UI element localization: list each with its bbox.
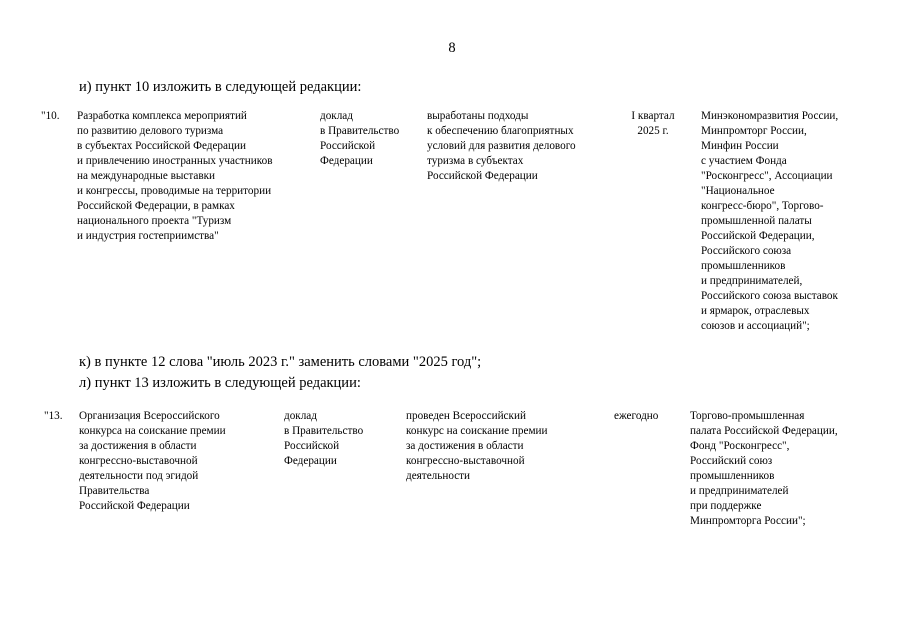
row10-responsible-line: Минпромторг России, (701, 125, 807, 137)
row10-responsible-line: с участием Фонда (701, 155, 787, 167)
row10-responsible (701, 109, 838, 334)
row10-responsible-line: Минфин России (701, 140, 779, 152)
row10-expected-result-line: к обеспечению благоприятных (427, 125, 574, 137)
row13-expected-result-line: деятельности (406, 470, 471, 482)
row10-report-form-line: Российской (320, 140, 376, 152)
page-number: 8 (448, 40, 456, 56)
row10-responsible-line: Российской Федерации, (701, 230, 815, 242)
row10-activity-line: по развитию делового туризма (77, 125, 224, 137)
amendment-k-paragraph: к) в пункте 12 слова "июль 2023 г." заменить словами "2025 год"; (79, 354, 482, 370)
row10-responsible-line: Минэкономразвития России, (701, 110, 839, 122)
row10-report-form-line: Федерации (320, 155, 373, 167)
row10-expected-result-line: условий для развития делового (427, 140, 576, 152)
row10-activity-line: на международные выставки (77, 170, 216, 182)
row10-report-form (320, 109, 399, 169)
row13-number: "13. (44, 410, 63, 422)
row13-report-form-line: Федерации (284, 455, 337, 467)
row10-responsible-line: промышленников (701, 260, 786, 272)
row10-report-form-line: в Правительство (320, 125, 400, 137)
row13-report-form-line: в Правительство (284, 425, 364, 437)
row13-expected-result-line: проведен Всероссийский (406, 410, 526, 422)
row13-responsible-line: и предпринимателей (690, 485, 789, 497)
row13-report-form-line: Российской (284, 440, 340, 452)
row13-expected-result (406, 409, 548, 484)
row13-report-form-line: доклад (284, 410, 317, 422)
row10-deadline-line: I квартал (631, 110, 675, 122)
row10-responsible-line: Российского союза (701, 245, 792, 257)
row10-activity-line: и индустрия гостеприимства" (77, 230, 219, 242)
row13-expected-result-line: конкурс на соискание премии (406, 425, 548, 437)
row13-activity-line: Правительства (79, 485, 150, 497)
row10-responsible-line: союзов и ассоциаций"; (701, 320, 810, 332)
row13-expected-result-line: конгрессно-выставочной (406, 455, 525, 467)
row10-responsible-line: Российского союза выставок (701, 290, 838, 302)
row10-responsible-line: конгресс-бюро", Торгово- (701, 200, 824, 212)
row13-activity-line: Организация Всероссийского (79, 410, 220, 422)
row10-activity-line: Разработка комплекса мероприятий (77, 110, 247, 122)
row13-deadline (614, 409, 658, 424)
row13-activity-line: деятельности под эгидой (79, 470, 199, 482)
row10-activity (77, 109, 273, 244)
row13-report-form (284, 409, 363, 469)
row13-responsible-line: Минпромторга России"; (690, 515, 806, 527)
row13-responsible-line: промышленников (690, 470, 775, 482)
row10-deadline-line: 2025 г. (637, 125, 669, 137)
row10-activity-line: в субъектах Российской Федерации (77, 140, 246, 152)
row13-expected-result-line: за достижения в области (406, 440, 524, 452)
row10-responsible-line: промышленной палаты (701, 215, 812, 227)
row10-expected-result-line: туризма в субъектах (427, 155, 524, 167)
row10-deadline (622, 109, 684, 139)
row13-responsible (690, 409, 838, 529)
row10-responsible-line: "Национальное (701, 185, 775, 197)
row10-activity-line: Российской Федерации, в рамках (77, 200, 235, 212)
row10-responsible-line: "Росконгресс", Ассоциации (701, 170, 833, 182)
row13-deadline-line: ежегодно (614, 410, 659, 422)
amendment-l-paragraph: л) пункт 13 изложить в следующей редакции: (79, 375, 361, 391)
row13-activity-line: за достижения в области (79, 440, 197, 452)
row10-activity-line: и конгрессы, проводимые на территории (77, 185, 272, 197)
row13-activity-line: Российской Федерации (79, 500, 190, 512)
row13-responsible-line: Российский союз (690, 455, 773, 467)
row10-report-form-line: доклад (320, 110, 353, 122)
row10-responsible-line: и ярмарок, отраслевых (701, 305, 810, 317)
amendment-i-paragraph: и) пункт 10 изложить в следующей редакции: (79, 79, 362, 95)
row13-responsible-line: при поддержке (690, 500, 762, 512)
row13-activity (79, 409, 226, 514)
row10-activity-line: национального проекта "Туризм (77, 215, 232, 227)
row10-expected-result-line: Российской Федерации (427, 170, 538, 182)
row13-responsible-line: Фонд "Росконгресс", (690, 440, 790, 452)
row13-responsible-line: Торгово-промышленная (690, 410, 805, 422)
row10-activity-line: и привлечению иностранных участников (77, 155, 273, 167)
row10-expected-result-line: выработаны подходы (427, 110, 529, 122)
row10-number: "10. (41, 110, 60, 122)
row13-responsible-line: палата Российской Федерации, (690, 425, 838, 437)
row13-activity-line: конкурса на соискание премии (79, 425, 226, 437)
row10-responsible-line: и предпринимателей, (701, 275, 803, 287)
row10-expected-result (427, 109, 576, 184)
row13-activity-line: конгрессно-выставочной (79, 455, 198, 467)
